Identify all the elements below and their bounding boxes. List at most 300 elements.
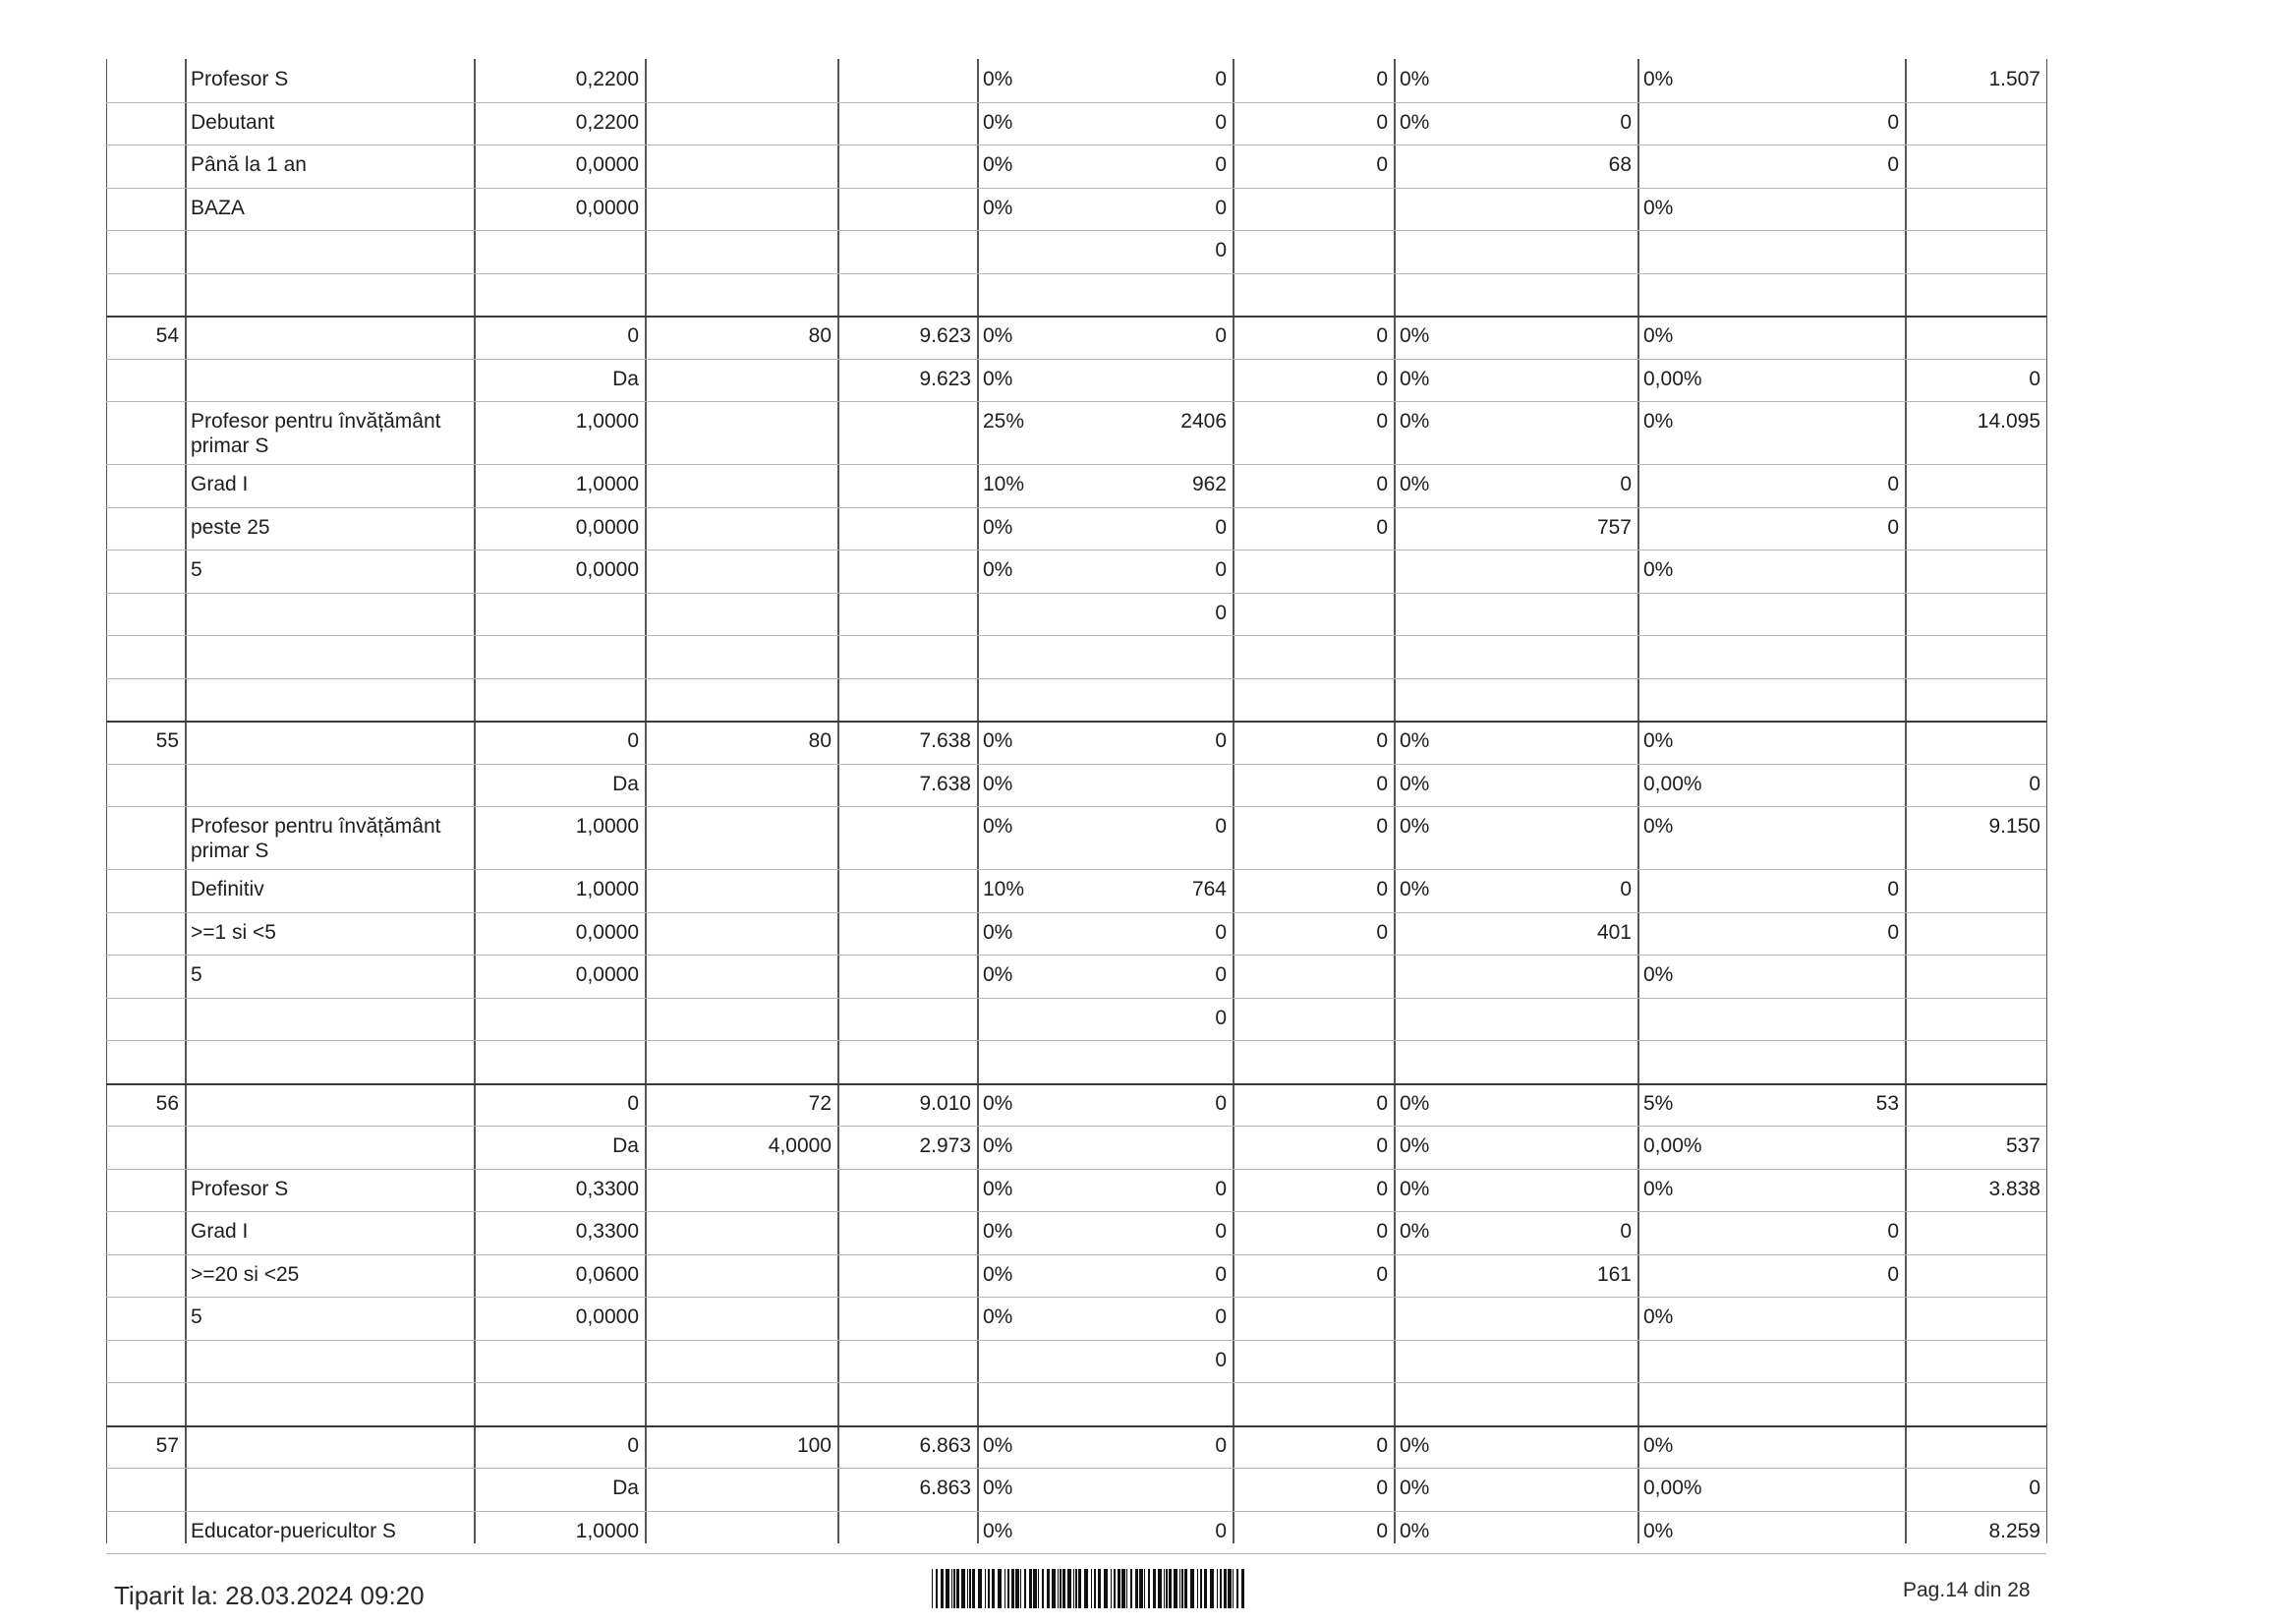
table-cell: 0% xyxy=(983,1477,1013,1499)
table-cell: 0% xyxy=(1400,772,1430,795)
table-cell: 0 xyxy=(1376,110,1388,134)
table-cell: 0% xyxy=(983,920,1013,944)
table-cell: 0 xyxy=(1376,729,1388,752)
barcode-bar xyxy=(1118,1569,1120,1608)
barcode-bar xyxy=(956,1569,959,1608)
table-cell: 2.973 xyxy=(919,1134,971,1157)
barcode-bar xyxy=(1126,1569,1127,1608)
row-label: Debutant xyxy=(191,110,275,134)
table-cell: 0% xyxy=(1400,815,1430,838)
table-cell: 0% xyxy=(983,1433,1013,1457)
table-cell: 0% xyxy=(1643,1177,1674,1200)
table-cell: 0% xyxy=(1400,878,1430,900)
table-cell: 0 xyxy=(1376,1519,1388,1542)
row-label: >=1 si <5 xyxy=(191,920,276,944)
table-cell: 0 xyxy=(627,324,639,347)
barcode-bar xyxy=(1078,1569,1081,1608)
table-cell: 0% xyxy=(1643,324,1674,347)
table-cell: 0% xyxy=(1400,1134,1430,1157)
table-cell: 0% xyxy=(983,558,1013,581)
column-divider xyxy=(837,59,839,1543)
table-cell: 1,0000 xyxy=(575,410,639,433)
table-cell: 9.623 xyxy=(919,324,971,347)
table-cell: 68 xyxy=(1608,153,1632,176)
table-cell: 0% xyxy=(1643,68,1674,90)
table-cell: 0 xyxy=(1215,558,1227,581)
table-cell: 0 xyxy=(2029,772,2040,795)
table-cell: 0 xyxy=(1887,1220,1899,1243)
table-cell: 0 xyxy=(1887,920,1899,944)
barcode-bar xyxy=(936,1569,938,1608)
barcode-bar xyxy=(1020,1569,1021,1608)
barcode-bar xyxy=(1220,1569,1222,1608)
table-cell: 0% xyxy=(983,1305,1013,1328)
table-cell: 0% xyxy=(983,1177,1013,1200)
table-cell: 0% xyxy=(983,1091,1013,1115)
row-divider xyxy=(106,1040,2046,1041)
table-cell: 1,0000 xyxy=(575,1519,639,1542)
row-number: 57 xyxy=(155,1433,179,1457)
barcode-bar xyxy=(1158,1569,1162,1608)
table-cell: 0 xyxy=(1215,1433,1227,1457)
table-cell: 0 xyxy=(1215,1348,1227,1371)
table-cell: 9.010 xyxy=(919,1091,971,1115)
barcode-bar xyxy=(1204,1569,1207,1608)
table-cell: 0% xyxy=(1643,1519,1674,1542)
row-divider xyxy=(106,806,2046,807)
table-cell: 0 xyxy=(1887,473,1899,495)
table-cell: 0% xyxy=(1400,367,1430,390)
row-label: peste 25 xyxy=(191,515,270,539)
table-cell: 0 xyxy=(1620,878,1632,900)
table-cell: 0% xyxy=(983,68,1013,90)
table-cell: 53 xyxy=(1875,1091,1899,1115)
row-label: Profesor S xyxy=(191,68,289,90)
table-cell: 0 xyxy=(1887,878,1899,900)
barcode-bar xyxy=(1179,1569,1180,1608)
table-cell: Da xyxy=(612,1134,639,1157)
table-cell: 0,0000 xyxy=(575,515,639,539)
column-divider xyxy=(106,59,107,1543)
barcode-bar xyxy=(1060,1569,1062,1608)
table-cell: 0 xyxy=(1215,1305,1227,1328)
table-cell: 0 xyxy=(1376,878,1388,900)
table-cell: 0 xyxy=(1215,1091,1227,1115)
table-cell: 0% xyxy=(983,515,1013,539)
barcode-bar xyxy=(1062,1569,1065,1608)
table-cell: 0 xyxy=(2029,367,2040,390)
barcode-bar xyxy=(998,1569,1002,1608)
table-cell: 0 xyxy=(1376,367,1388,390)
table-cell: 0% xyxy=(983,815,1013,838)
table-cell: 0,2200 xyxy=(575,110,639,134)
row-divider xyxy=(106,593,2046,594)
table-cell: 0% xyxy=(1400,1433,1430,1457)
block-separator xyxy=(106,1425,2046,1427)
barcode-bar xyxy=(992,1569,995,1608)
row-label: Până la 1 an xyxy=(191,153,307,176)
table-cell: 0 xyxy=(1376,1262,1388,1286)
barcode-bar xyxy=(1073,1569,1074,1608)
row-divider xyxy=(106,550,2046,551)
table-cell: 0 xyxy=(1376,324,1388,347)
table-cell: 0 xyxy=(1376,1134,1388,1157)
row-label: BAZA xyxy=(191,196,245,219)
barcode-bar xyxy=(1153,1569,1156,1608)
barcode-bar xyxy=(1210,1569,1214,1608)
row-divider xyxy=(106,1553,2046,1554)
table-cell: 0 xyxy=(1215,1519,1227,1542)
table-cell: 1,0000 xyxy=(575,878,639,900)
print-date: Tiparit la: 28.03.2024 09:20 xyxy=(114,1581,425,1610)
barcode-bar xyxy=(1217,1569,1218,1608)
table-cell: 9.623 xyxy=(919,367,971,390)
barcode-bar xyxy=(1181,1569,1183,1608)
table-cell: 0 xyxy=(1215,729,1227,752)
table-cell: 0% xyxy=(983,196,1013,219)
table-cell: 0 xyxy=(1215,196,1227,219)
barcode-bar xyxy=(1011,1569,1014,1608)
table-cell: 0 xyxy=(1215,110,1227,134)
table-cell: 0 xyxy=(1376,410,1388,433)
table-cell: 0 xyxy=(1620,110,1632,134)
row-divider xyxy=(106,955,2046,956)
row-divider xyxy=(106,678,2046,679)
row-divider xyxy=(106,359,2046,360)
table-cell: 10% xyxy=(983,878,1025,900)
row-divider xyxy=(106,1468,2046,1469)
table-cell: 0,0600 xyxy=(575,1262,639,1286)
barcode-bar xyxy=(1233,1569,1234,1608)
row-number: 56 xyxy=(155,1091,179,1115)
barcode-bar xyxy=(1067,1569,1071,1608)
row-divider xyxy=(106,102,2046,103)
column-divider xyxy=(1233,59,1234,1543)
table-cell: 80 xyxy=(808,324,832,347)
column-divider xyxy=(1637,59,1639,1543)
row-label: 5 xyxy=(191,963,202,986)
table-cell: 0 xyxy=(1215,324,1227,347)
table-cell: 1,0000 xyxy=(575,473,639,495)
table-cell: 2406 xyxy=(1180,410,1227,433)
table-cell: 0 xyxy=(627,729,639,752)
table-cell: 0% xyxy=(1400,410,1430,433)
barcode-bar xyxy=(1135,1569,1138,1608)
table-cell: 0,0000 xyxy=(575,1305,639,1328)
column-divider xyxy=(977,59,979,1543)
table-cell: 1,0000 xyxy=(575,815,639,838)
table-cell: 537 xyxy=(2005,1134,2040,1157)
table-cell: 0% xyxy=(1400,324,1430,347)
row-divider xyxy=(106,1126,2046,1127)
column-divider xyxy=(185,59,187,1543)
table-cell: 0 xyxy=(2029,1477,2040,1499)
table-cell: 0% xyxy=(1643,815,1674,838)
row-number: 54 xyxy=(155,324,179,347)
barcode-bar xyxy=(1241,1569,1244,1608)
table-cell: 0,00% xyxy=(1643,772,1702,795)
table-cell: 0,0000 xyxy=(575,196,639,219)
row-divider xyxy=(106,273,2046,274)
barcode-bar xyxy=(1121,1569,1125,1608)
barcode-bar xyxy=(1197,1569,1198,1608)
table-cell: 0,0000 xyxy=(575,153,639,176)
barcode-bar xyxy=(1228,1569,1232,1608)
row-divider xyxy=(106,912,2046,913)
table-cell: 0 xyxy=(1376,772,1388,795)
barcode-bar xyxy=(1098,1569,1101,1608)
table-cell: 0% xyxy=(1400,473,1430,495)
barcode-bar xyxy=(1038,1569,1039,1608)
barcode-bar xyxy=(978,1569,982,1608)
row-label: 5 xyxy=(191,558,202,581)
barcode-bar xyxy=(985,1569,986,1608)
table-cell: 0 xyxy=(627,1091,639,1115)
table-cell: 0 xyxy=(1376,153,1388,176)
table-cell: 0% xyxy=(1643,1433,1674,1457)
barcode-bar xyxy=(1148,1569,1150,1608)
table-cell: 0 xyxy=(1376,1477,1388,1499)
barcode-bar xyxy=(1033,1569,1037,1608)
barcode-bar xyxy=(969,1569,971,1608)
barcode-bar xyxy=(1015,1569,1019,1608)
table-cell: 100 xyxy=(796,1433,832,1457)
row-divider xyxy=(106,1382,2046,1383)
table-cell: 0% xyxy=(1400,1177,1430,1200)
table-cell: 72 xyxy=(808,1091,832,1115)
table-cell: 0 xyxy=(1376,815,1388,838)
table-cell: 6.863 xyxy=(919,1477,971,1499)
row-divider xyxy=(106,869,2046,870)
row-label: Educator-puericultor S xyxy=(191,1519,396,1542)
row-divider xyxy=(106,1511,2046,1512)
table-cell: 0% xyxy=(1400,1091,1430,1115)
table-cell: 0% xyxy=(983,324,1013,347)
table-cell: 14.095 xyxy=(1977,410,2040,433)
table-cell: 0,2200 xyxy=(575,68,639,90)
table-cell: 25% xyxy=(983,410,1025,433)
barcode-bar xyxy=(1164,1569,1165,1608)
barcode-bar xyxy=(1091,1569,1092,1608)
table-cell: 0 xyxy=(1215,815,1227,838)
barcode-bar xyxy=(1007,1569,1009,1608)
barcode-bar xyxy=(1029,1569,1032,1608)
column-divider xyxy=(2046,59,2047,1543)
table-cell: 7.638 xyxy=(919,772,971,795)
table-cell: 0,00% xyxy=(1643,1477,1702,1499)
block-separator xyxy=(106,1083,2046,1085)
table-cell: Da xyxy=(612,367,639,390)
barcode-bar xyxy=(1236,1569,1238,1608)
row-label: Profesor pentru învățământ primar S xyxy=(191,410,441,457)
table-cell: 0 xyxy=(1376,1220,1388,1243)
barcode-bar xyxy=(1004,1569,1005,1608)
barcode-bar xyxy=(1024,1569,1026,1608)
column-divider xyxy=(1394,59,1396,1543)
table-cell: 0,3300 xyxy=(575,1220,639,1243)
barcode-bar xyxy=(953,1569,955,1608)
row-divider xyxy=(106,998,2046,999)
table-cell: 0,0000 xyxy=(575,558,639,581)
row-number: 55 xyxy=(155,729,179,752)
table-cell: 6.863 xyxy=(919,1433,971,1457)
table-cell: 80 xyxy=(808,729,832,752)
barcode-bar xyxy=(1075,1569,1077,1608)
table-cell: 0% xyxy=(1400,729,1430,752)
table-cell: 0,00% xyxy=(1643,367,1702,390)
table-cell: 7.638 xyxy=(919,729,971,752)
table-cell: 0 xyxy=(1376,515,1388,539)
table-cell: 0% xyxy=(1400,110,1430,134)
table-cell: 5% xyxy=(1643,1091,1674,1115)
barcode-bar xyxy=(1094,1569,1096,1608)
row-label: Grad I xyxy=(191,473,249,495)
table-cell: 757 xyxy=(1596,515,1632,539)
row-label: Grad I xyxy=(191,1220,249,1243)
column-divider xyxy=(474,59,476,1543)
barcode-bar xyxy=(1130,1569,1132,1608)
table-cell: 0 xyxy=(1620,473,1632,495)
table-cell: 0 xyxy=(1215,515,1227,539)
table-cell: 0% xyxy=(983,1220,1013,1243)
barcode-bar xyxy=(1114,1569,1116,1608)
page-number: Pag.14 din 28 xyxy=(1903,1579,2031,1601)
table-cell: 764 xyxy=(1191,878,1227,900)
row-divider xyxy=(106,464,2046,465)
row-divider xyxy=(106,1340,2046,1341)
table-cell: 0 xyxy=(1376,1177,1388,1200)
barcode-bar xyxy=(1047,1569,1050,1608)
row-label: Profesor pentru învățământ primar S xyxy=(191,815,441,862)
row-label: 5 xyxy=(191,1305,202,1328)
table-cell: 0,0000 xyxy=(575,963,639,986)
barcode-bar xyxy=(941,1569,944,1608)
table-cell: 0 xyxy=(1376,920,1388,944)
row-divider xyxy=(106,230,2046,231)
table-cell: 0 xyxy=(1376,473,1388,495)
row-divider xyxy=(106,1211,2046,1212)
row-divider xyxy=(106,764,2046,765)
block-separator xyxy=(106,721,2046,723)
row-divider xyxy=(106,401,2046,402)
row-divider xyxy=(106,1297,2046,1298)
table-cell: 0% xyxy=(983,963,1013,986)
table-cell: 0 xyxy=(1376,68,1388,90)
barcode-bar xyxy=(1052,1569,1056,1608)
table-cell: 0 xyxy=(1376,1091,1388,1115)
barcode-bar xyxy=(1174,1569,1177,1608)
column-divider xyxy=(1905,59,1907,1543)
barcode-bar xyxy=(961,1569,965,1608)
table-cell: 0% xyxy=(983,367,1013,390)
barcode-bar xyxy=(967,1569,968,1608)
table-cell: 0 xyxy=(1887,153,1899,176)
barcode-bar xyxy=(1166,1569,1168,1608)
row-divider xyxy=(106,1254,2046,1255)
barcode-bar xyxy=(1104,1569,1108,1608)
barcode-bar xyxy=(1042,1569,1044,1608)
row-divider xyxy=(106,188,2046,189)
table-cell: Da xyxy=(612,1477,639,1499)
barcode-bar xyxy=(1190,1569,1194,1608)
table-cell: 9.150 xyxy=(1988,815,2040,838)
table-cell: 1.507 xyxy=(1988,68,2040,90)
table-cell: 161 xyxy=(1596,1262,1632,1286)
table-cell: 0% xyxy=(1643,410,1674,433)
table-cell: 0 xyxy=(1215,153,1227,176)
table-cell: 0% xyxy=(1643,1305,1674,1328)
table-cell: 0 xyxy=(1215,1006,1227,1029)
table-cell: 0 xyxy=(1215,239,1227,261)
table-cell: Da xyxy=(612,772,639,795)
table-cell: 0% xyxy=(1400,1477,1430,1499)
row-divider xyxy=(106,1169,2046,1170)
table-cell: 0% xyxy=(1643,729,1674,752)
table-cell: 0 xyxy=(1215,1220,1227,1243)
barcode-bar xyxy=(946,1569,949,1608)
table-cell: 0 xyxy=(1215,1177,1227,1200)
barcode-bar xyxy=(1169,1569,1172,1608)
barcode-bar xyxy=(1111,1569,1112,1608)
row-label: >=20 si <25 xyxy=(191,1262,300,1286)
table-cell: 401 xyxy=(1596,920,1632,944)
barcode-bar xyxy=(1084,1569,1088,1608)
table-cell: 0,00% xyxy=(1643,1134,1702,1157)
table-cell: 0% xyxy=(983,772,1013,795)
barcode-bar xyxy=(972,1569,975,1608)
table-cell: 0% xyxy=(1400,1519,1430,1542)
table-cell: 0 xyxy=(1215,920,1227,944)
table-cell: 8.259 xyxy=(1988,1519,2040,1542)
barcode-bar xyxy=(1139,1569,1143,1608)
barcode-bar xyxy=(1058,1569,1059,1608)
table-cell: 0 xyxy=(627,1433,639,1457)
barcode-bar xyxy=(1184,1569,1187,1608)
barcode-bar xyxy=(1200,1569,1202,1608)
table-cell: 0 xyxy=(1215,1262,1227,1286)
table-cell: 0 xyxy=(1887,110,1899,134)
table-cell: 0% xyxy=(1643,963,1674,986)
barcode-bar xyxy=(1224,1569,1227,1608)
barcode-image xyxy=(932,1569,1246,1608)
barcode-bar xyxy=(988,1569,990,1608)
row-label: Definitiv xyxy=(191,878,264,900)
table-cell: 0% xyxy=(1643,558,1674,581)
table-cell: 0,0000 xyxy=(575,920,639,944)
table-cell: 0 xyxy=(1376,1433,1388,1457)
table-cell: 0% xyxy=(983,1134,1013,1157)
table-cell: 0 xyxy=(1215,601,1227,624)
table-cell: 0% xyxy=(983,729,1013,752)
table-cell: 0,3300 xyxy=(575,1177,639,1200)
table-cell: 0% xyxy=(983,110,1013,134)
table-cell: 0% xyxy=(983,153,1013,176)
barcode-bar xyxy=(951,1569,952,1608)
table-cell: 0 xyxy=(1620,1220,1632,1243)
table-cell: 0% xyxy=(983,1262,1013,1286)
table-cell: 3.838 xyxy=(1988,1177,2040,1200)
table-cell: 0 xyxy=(1887,515,1899,539)
row-divider xyxy=(106,635,2046,636)
barcode-bar xyxy=(932,1569,933,1608)
table-cell: 0% xyxy=(1643,196,1674,219)
table-cell: 962 xyxy=(1191,473,1227,495)
table-cell: 0 xyxy=(1887,1262,1899,1286)
table-cell: 10% xyxy=(983,473,1025,495)
table-cell: 0% xyxy=(1400,1220,1430,1243)
row-divider xyxy=(106,507,2046,508)
barcode-bar xyxy=(1144,1569,1145,1608)
